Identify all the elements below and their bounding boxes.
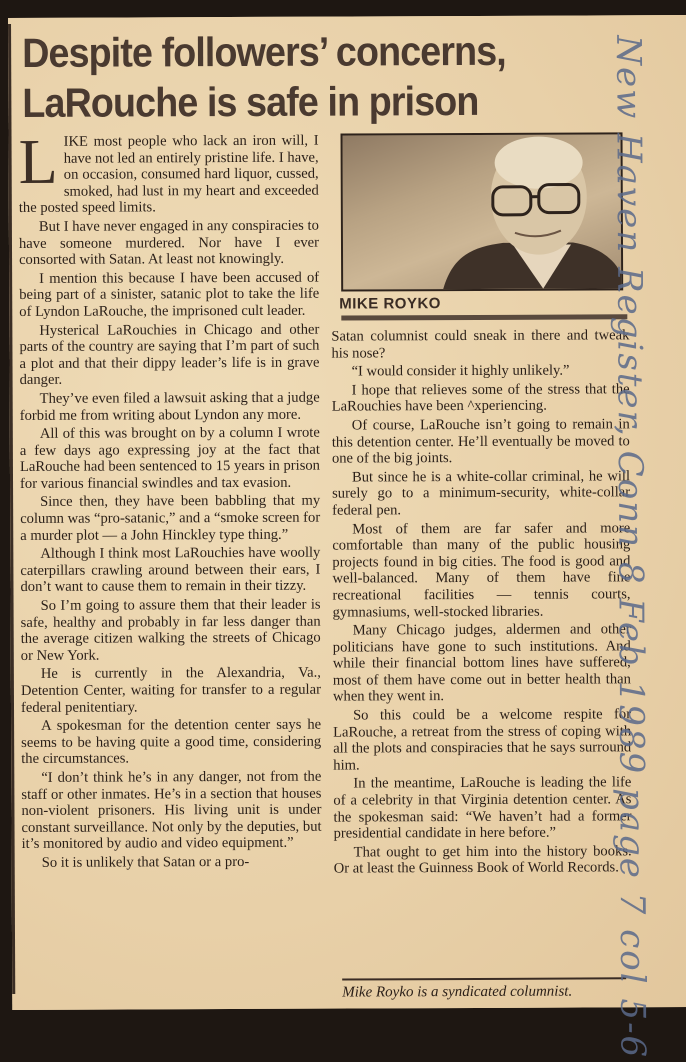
- paragraph: Of course, LaRouche isn’t going to remain in this detention center. He’ll eventually be moved to one of the big joints.: [332, 416, 630, 467]
- paragraph: That ought to get him into the history books. Or at least the Guinness Book of World Records.: [334, 843, 632, 877]
- paragraph: Most of them are far safer and more comfortable than many of the public housing projects found in big cities. The food is good and well-balanced. Many of them have fine recreational facilities — tennis courts, gymnasiums, well-stocked libraries.: [332, 520, 630, 621]
- paragraph: They’ve even filed a lawsuit asking that a judge forbid me from writing about Lyndon any more.: [20, 390, 320, 424]
- columnist-photo: [341, 132, 624, 291]
- headline-line-1: Despite followers’ concerns,: [22, 26, 574, 78]
- newspaper-clipping: [8, 15, 686, 1010]
- article-column-1: [19, 133, 322, 874]
- paragraph: I mention this because I have been accused of being part of a sinister, satanic plot to take the life of Lyndon LaRouche, the imprisoned cult leader.: [19, 269, 319, 320]
- paragraph: But since he is a white-collar criminal, he will surely go to a minimum-security, white-collar federal pen.: [332, 468, 630, 519]
- paragraph: [19, 133, 319, 217]
- paragraph: I hope that relieves some of the stress that the LaRouchies have been ^xperiencing.: [332, 381, 630, 415]
- author-tagline: Mike Royko is a syndicated columnist.: [342, 984, 572, 1002]
- paragraph: Satan columnist could sneak in there and tweak his nose?: [331, 327, 629, 361]
- paragraph: Hysterical LaRouchies in Chicago and other parts of the country are saying that I’m part of such a plot and that their dippy leader’s life is in grave danger.: [19, 321, 319, 389]
- paragraph: So it is unlikely that Satan or a pro-: [22, 854, 322, 872]
- paragraph: But I have never engaged in any conspiracies to have someone murdered. Nor have I ever consorted with Satan. At least not knowingly.: [19, 218, 319, 269]
- headline-line-2: LaRouche is safe in prison: [22, 76, 574, 128]
- paragraph: So this could be a welcome respite for LaRouche, a retreat from the stress of coping with all the plots and conspiracies that he says surround him.: [333, 706, 631, 774]
- paragraph: Although I think most LaRouchies have woolly caterpillars crawling around between their ears, I don’t want to cause them to remain in their tizzy.: [20, 545, 320, 596]
- byline-rule: [341, 314, 627, 320]
- paragraph: Since then, they have been babbling that my column was “pro-satanic,” and a “smoke screen for a murder plot — a John Hinckley type thing.”: [20, 493, 320, 544]
- left-border-rule: [8, 24, 15, 994]
- paragraph: All of this was brought on by a column I wrote a few days ago expressing joy at the fact that LaRouche had been sentenced to 15 years in prison for various financial swindles and tax evasion.: [20, 425, 320, 493]
- tagline-rule: [342, 977, 626, 980]
- article-column-2: [331, 327, 631, 879]
- paragraph-text: IKE most people who lack an iron will, I have not led an entirely pristine life. I have, on occasion, consumed hard liquor, cussed, smoked, had lust in my heart and exceeded the posted speed limits.: [19, 133, 319, 217]
- headline: [22, 26, 574, 128]
- portrait-illustration: [343, 134, 622, 289]
- drop-cap: L: [19, 138, 58, 186]
- paragraph: “I would consider it highly unlikely.”: [332, 362, 630, 380]
- byline: MIKE ROYKO: [339, 295, 441, 312]
- paragraph: A spokesman for the detention center says he seems to be having quite a good time, considering the circumstances.: [21, 717, 321, 768]
- paragraph: He is currently in the Alexandria, Va., Detention Center, waiting for transfer to a regular federal penitentiary.: [21, 665, 321, 716]
- paragraph: In the meantime, LaRouche is leading the life of a celebrity in that Virginia detention center. As the spokesman said: “We haven’t had a former presidential candidate in here before.”: [333, 775, 631, 843]
- handwritten-source-note: New Haven Register, Conn 8 Feb 1989 page 7 col 5-6: [608, 35, 652, 1059]
- paragraph: So I’m going to assure them that their leader is safe, healthy and probably in far less danger than the average citizen walking the streets of Chicago or New York.: [21, 597, 321, 665]
- paragraph: “I don’t think he’s in any danger, not from the staff or other inmates. He’s in a section that houses non-violent prisoners. His living unit is under constant surveillance. Not only by the deputies, but it’s monitored by audio and video equipment.”: [21, 769, 321, 853]
- paragraph: Many Chicago judges, aldermen and other politicians have gone to such institutions. And while their financial bottom lines have suffered, most of them have come out in better health than when they went in.: [333, 621, 631, 705]
